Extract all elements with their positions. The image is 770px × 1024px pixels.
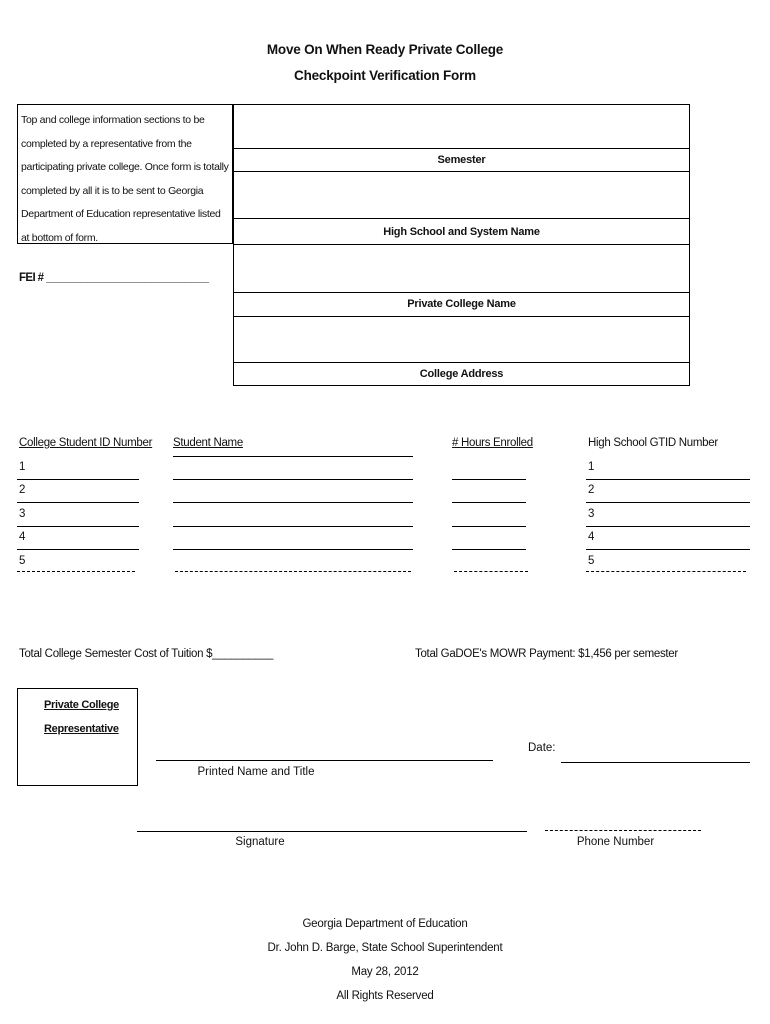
hours-line[interactable] [452,502,526,503]
date-line[interactable] [561,762,750,763]
hours-line[interactable] [452,479,526,480]
gtid-line[interactable] [586,571,746,572]
mowr-payment: Total GaDOE's MOWR Payment: $1,456 per semester [415,648,678,660]
private-college-label: Private College Name [233,292,690,317]
header-hours: # Hours Enrolled [452,437,533,449]
student-name-line[interactable] [175,571,411,572]
gtid-row-number: 5 [588,555,595,567]
tuition-total[interactable]: Total College Semester Cost of Tuition $__________ [19,648,274,660]
printed-name-label: Printed Name and Title [197,766,315,778]
row-number: 2 [19,484,26,496]
rep-label-line2: Representative [44,723,119,735]
phone-label: Phone Number [576,836,655,848]
signature-label: Signature [235,836,285,848]
footer-date: May 28, 2012 [351,966,419,978]
row-number: 4 [19,531,26,543]
semester-input[interactable] [233,104,690,149]
header-student-name: Student Name [173,437,243,449]
form-title-line2: Checkpoint Verification Form [294,68,476,83]
student-name-line[interactable] [173,549,413,550]
fei-field[interactable]: FEI # ____________________________ [19,272,209,284]
student-id-line[interactable] [17,479,139,480]
student-id-line[interactable] [17,549,139,550]
semester-label: Semester [233,148,690,172]
rep-label [18,689,137,741]
row-number: 3 [19,508,26,520]
row-number: 5 [19,555,26,567]
form-title-line1: Move On When Ready Private College [266,42,504,57]
header-gtid: High School GTID Number [588,437,718,449]
row-number: 1 [19,461,26,473]
phone-line[interactable] [545,830,701,831]
printed-name-line[interactable] [156,760,493,761]
student-id-line[interactable] [17,526,139,527]
student-id-line[interactable] [17,571,135,572]
header-underline [173,456,413,457]
student-name-line[interactable] [173,502,413,503]
gtid-row-number: 1 [588,461,595,473]
high-school-label: High School and System Name [233,218,690,245]
gtid-row-number: 4 [588,531,595,543]
gtid-row-number: 2 [588,484,595,496]
student-name-line[interactable] [173,479,413,480]
student-id-line[interactable] [17,502,139,503]
gtid-row-number: 3 [588,508,595,520]
instructions-box: Top and college information sections to be completed by a representative from the participating private college. Once form is totally completed by all it is to be sent to Georgia Department of Education representative listed at bottom of form. [17,104,233,244]
footer-superintendent: Dr. John D. Barge, State School Superintendent [267,942,503,954]
student-name-line[interactable] [173,526,413,527]
gtid-line[interactable] [586,526,750,527]
signature-line[interactable] [137,831,527,832]
hours-line[interactable] [454,571,528,572]
footer-org: Georgia Department of Education [302,918,468,930]
private-college-input[interactable] [233,244,690,293]
footer-rights: All Rights Reserved [336,990,434,1002]
college-address-label: College Address [233,362,690,386]
rep-label-line1: Private College [44,699,119,711]
gtid-line[interactable] [586,549,750,550]
header-student-id: College Student ID Number [19,437,153,449]
college-address-input[interactable] [233,316,690,363]
hours-line[interactable] [452,549,526,550]
high-school-input[interactable] [233,171,690,219]
hours-line[interactable] [452,526,526,527]
rep-box [17,688,138,786]
date-label: Date: [528,742,556,754]
gtid-line[interactable] [586,479,750,480]
gtid-line[interactable] [586,502,750,503]
